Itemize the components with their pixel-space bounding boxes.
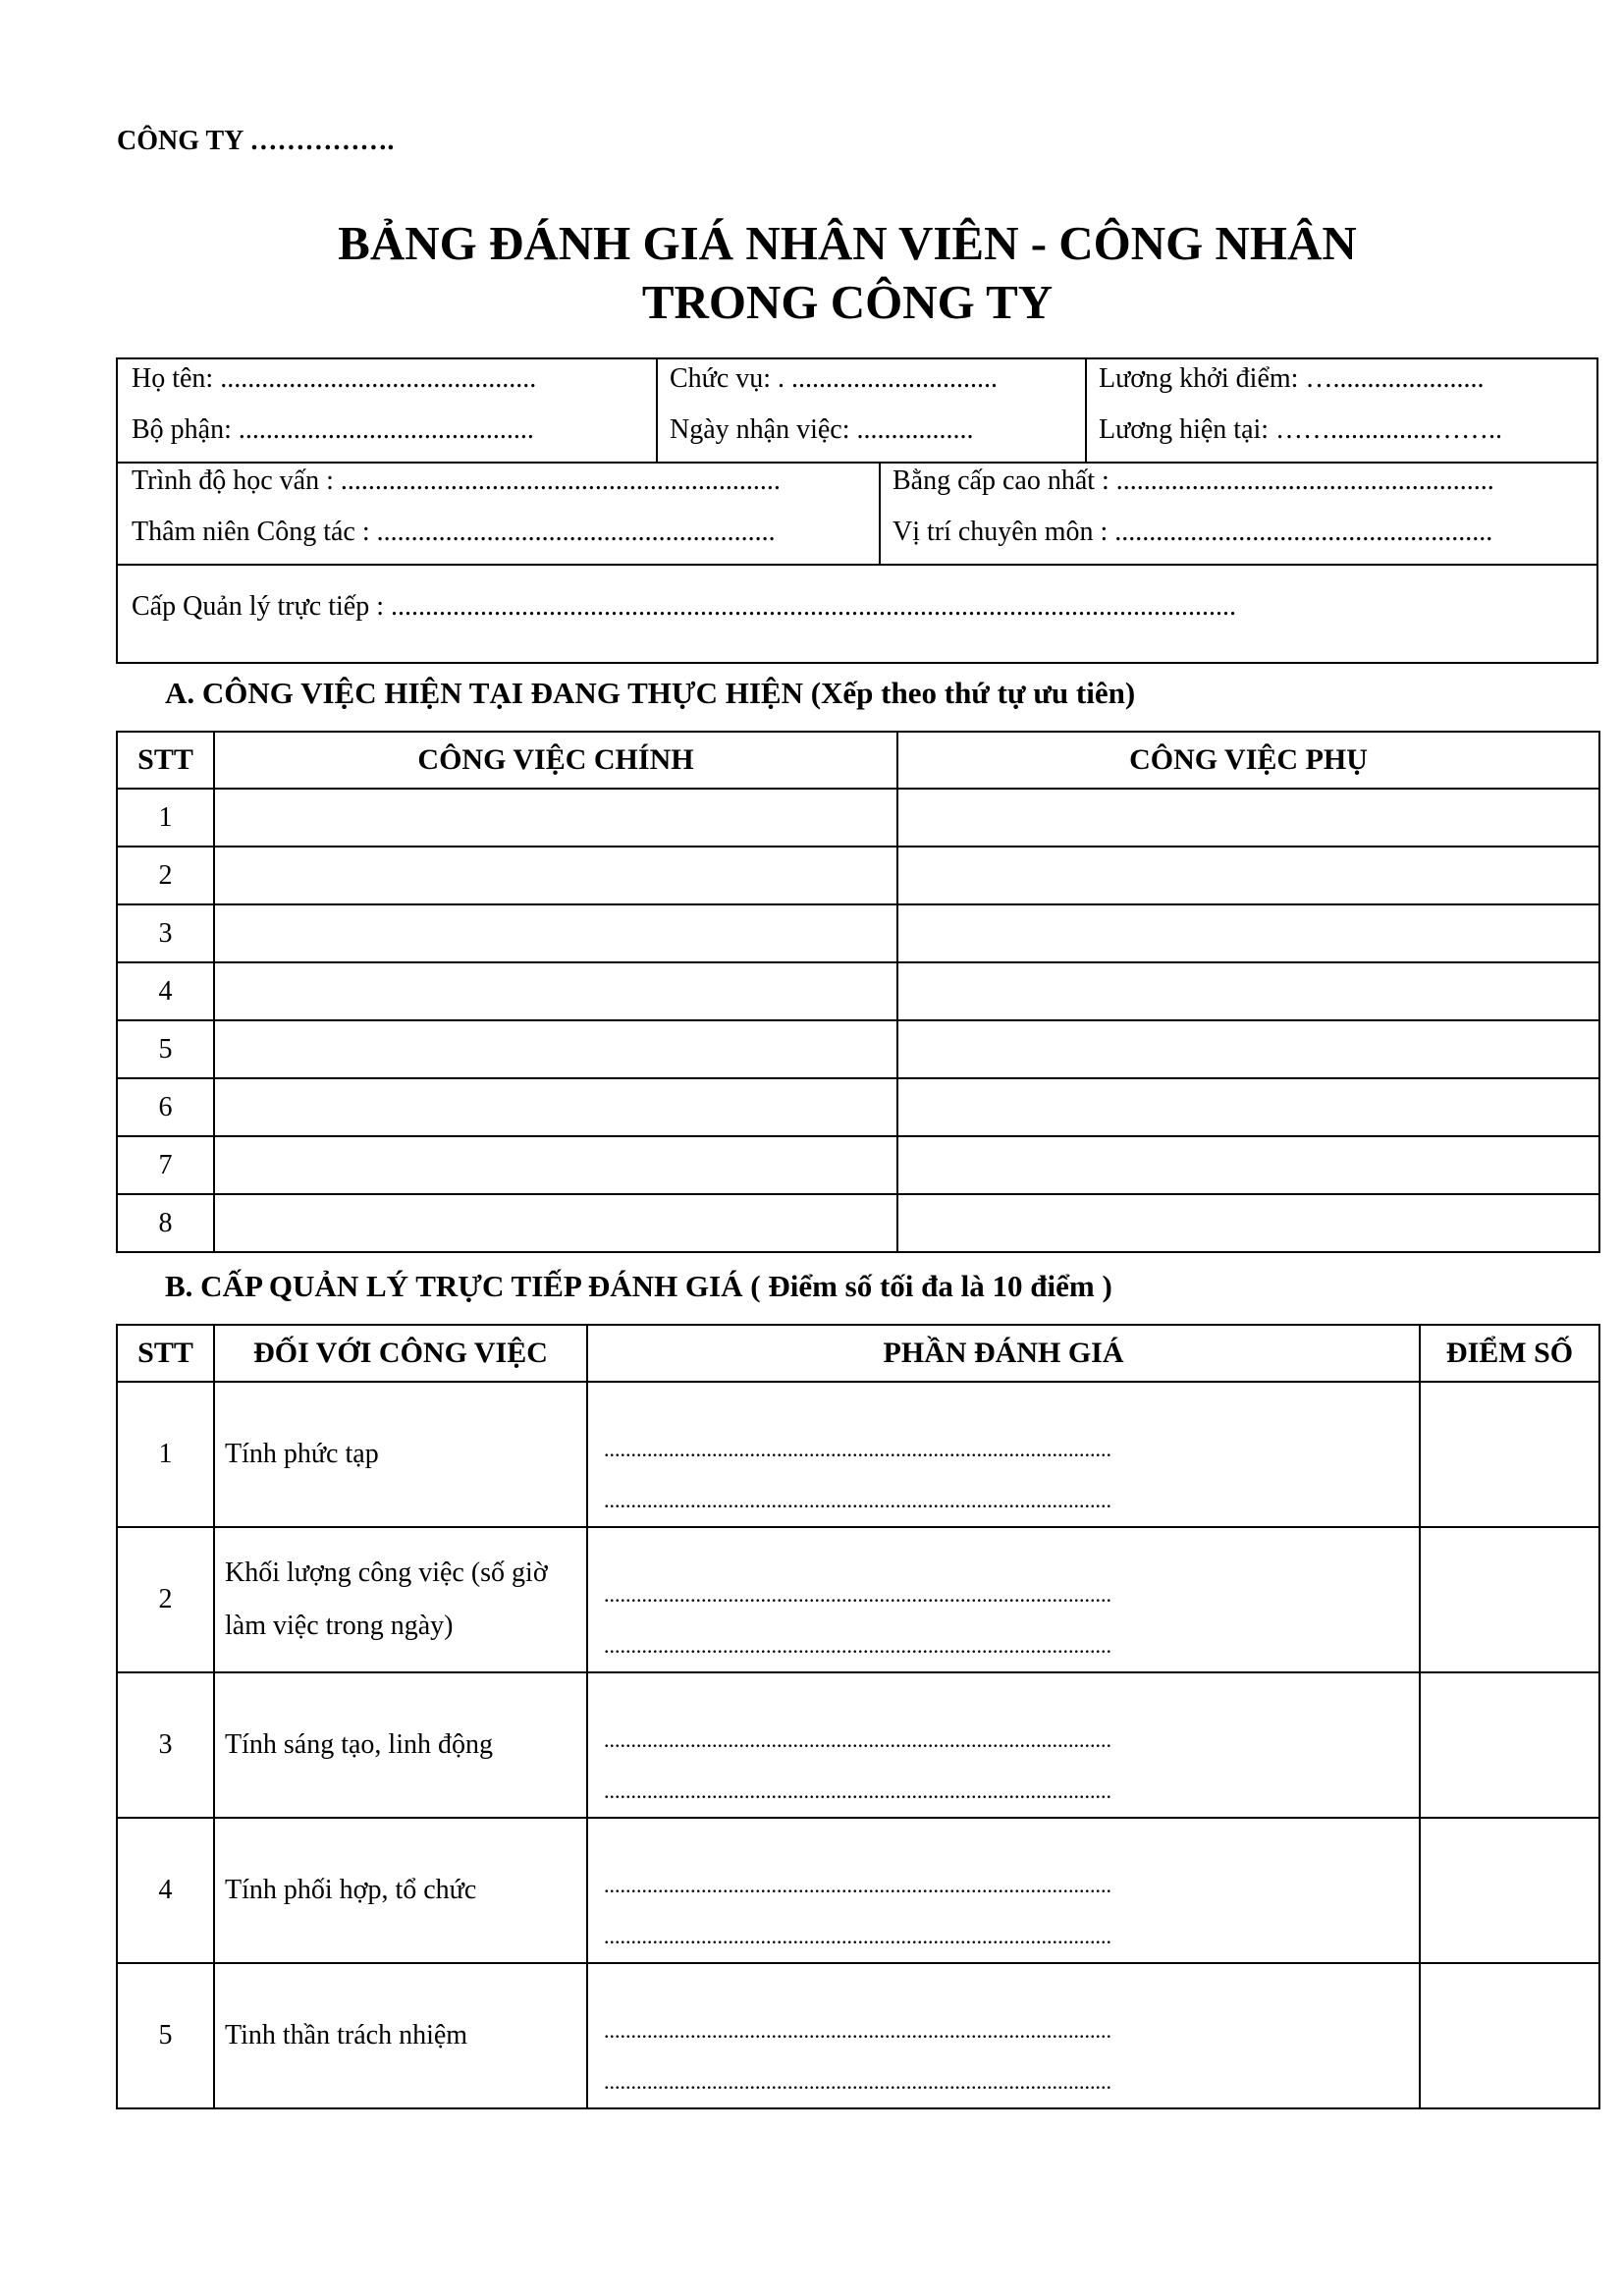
evaluation-cell[interactable] [587,1818,1420,1963]
sub-work-cell[interactable] [897,962,1599,1020]
evaluation-line[interactable]: .............................................................................................. [604,1873,1111,1897]
evaluation-line[interactable]: .............................................................................................. [604,1437,1111,1461]
row-stt: 3 [117,1672,214,1818]
main-work-cell[interactable] [214,1020,897,1078]
title-line-1: BẢNG ĐÁNH GIÁ NHÂN VIÊN - CÔNG NHÂN [338,216,1357,270]
field-bang-cap[interactable]: Bằng cấp cao nhất : ....................................................... [893,465,1494,496]
evaluation-line[interactable]: .............................................................................................. [604,2018,1111,2043]
field-cap-quan-ly[interactable]: Cấp Quản lý trực tiếp : ........................................................................................................................... [132,591,1237,622]
col-stt: STT [117,1325,214,1382]
score-cell[interactable] [1420,1672,1599,1818]
main-work-cell[interactable] [214,962,897,1020]
row-stt: 3 [117,904,214,962]
row-stt: 4 [117,1818,214,1963]
row-stt: 2 [117,1527,214,1672]
evaluation-cell[interactable] [587,1672,1420,1818]
field-tham-nien[interactable]: Thâm niên Công tác : .......................................................... [132,517,776,547]
current-work-table [116,731,1600,1253]
company-name: CÔNG TY ……………. [117,126,395,156]
evaluation-line[interactable]: .............................................................................................. [604,2069,1111,2094]
evaluation-line[interactable]: .............................................................................................. [604,1488,1111,1512]
sub-work-cell[interactable] [897,904,1599,962]
row-stt: 1 [117,1382,214,1527]
main-work-cell[interactable] [214,904,897,962]
sub-work-cell[interactable] [897,789,1599,847]
main-work-cell[interactable] [214,847,897,904]
main-work-cell[interactable] [214,1078,897,1136]
field-ho-ten[interactable]: Họ tên: .............................................. [132,363,537,394]
evaluation-cell[interactable] [587,1527,1420,1672]
col-cong-viec-phu: CÔNG VIỆC PHỤ [897,732,1599,789]
score-cell[interactable] [1420,1382,1599,1527]
sub-work-cell[interactable] [897,1078,1599,1136]
row-stt: 6 [117,1078,214,1136]
field-ngay-nhan-viec[interactable]: Ngày nhận việc: ................. [670,414,974,445]
evaluation-line[interactable]: .............................................................................................. [604,1778,1111,1803]
score-cell[interactable] [1420,1527,1599,1672]
section-b-heading: B. CẤP QUẢN LÝ TRỰC TIẾP ĐÁNH GIÁ ( Điểm số tối đa là 10 điểm ) [165,1269,1112,1303]
row-stt: 1 [117,789,214,847]
manager-evaluation-table [116,1324,1600,2109]
section-a-heading: A. CÔNG VIỆC HIỆN TẠI ĐANG THỰC HIỆN (Xếp theo thứ tự ưu tiên) [165,676,1136,710]
col-cong-viec-chinh: CÔNG VIỆC CHÍNH [214,732,897,789]
field-bo-phan[interactable]: Bộ phận: ........................................... [132,414,534,445]
sub-work-cell[interactable] [897,1136,1599,1194]
field-vi-tri[interactable]: Vị trí chuyên môn : ....................................................... [893,517,1493,547]
evaluation-line[interactable]: .............................................................................................. [604,1924,1111,1948]
col-diem-so: ĐIỂM SỐ [1420,1325,1599,1382]
title-line-2: TRONG CÔNG TY [641,275,1054,329]
field-chuc-vu[interactable]: Chức vụ: . .............................. [670,363,999,394]
row-stt: 5 [117,1963,214,2108]
row-stt: 5 [117,1020,214,1078]
sub-work-cell[interactable] [897,847,1599,904]
score-cell[interactable] [1420,1963,1599,2108]
criterion-label: Tính phức tạp [214,1382,587,1527]
field-luong-khoi-diem[interactable]: Lương khởi điểm: …...................... [1099,363,1485,394]
criterion-label: Khối lượng công việc (số giờ làm việc trong ngày) [214,1527,587,1672]
row-stt: 4 [117,962,214,1020]
col-phan-danh-gia: PHẦN ĐÁNH GIÁ [587,1325,1420,1382]
row-stt: 2 [117,847,214,904]
main-work-cell[interactable] [214,1194,897,1252]
main-work-cell[interactable] [214,1136,897,1194]
evaluation-line[interactable]: .............................................................................................. [604,1727,1111,1752]
evaluation-line[interactable]: .............................................................................................. [604,1633,1111,1658]
field-trinh-do[interactable]: Trình độ học vấn : ................................................................ [132,465,781,496]
evaluation-cell[interactable] [587,1382,1420,1527]
evaluation-cell[interactable] [587,1963,1420,2108]
col-doi-voi-cong-viec: ĐỐI VỚI CÔNG VIỆC [214,1325,587,1382]
score-cell[interactable] [1420,1818,1599,1963]
sub-work-cell[interactable] [897,1020,1599,1078]
criterion-label: Tính sáng tạo, linh động [214,1672,587,1818]
criterion-label: Tinh thần trách nhiệm [214,1963,587,2108]
row-stt: 8 [117,1194,214,1252]
sub-work-cell[interactable] [897,1194,1599,1252]
criterion-label: Tính phối hợp, tổ chức [214,1818,587,1963]
evaluation-line[interactable]: .............................................................................................. [604,1582,1111,1607]
employee-info-box [116,357,1598,664]
col-stt: STT [117,732,214,789]
field-luong-hien-tai[interactable]: Lương hiện tại: ……...............…….. [1099,414,1503,445]
main-work-cell[interactable] [214,789,897,847]
row-stt: 7 [117,1136,214,1194]
